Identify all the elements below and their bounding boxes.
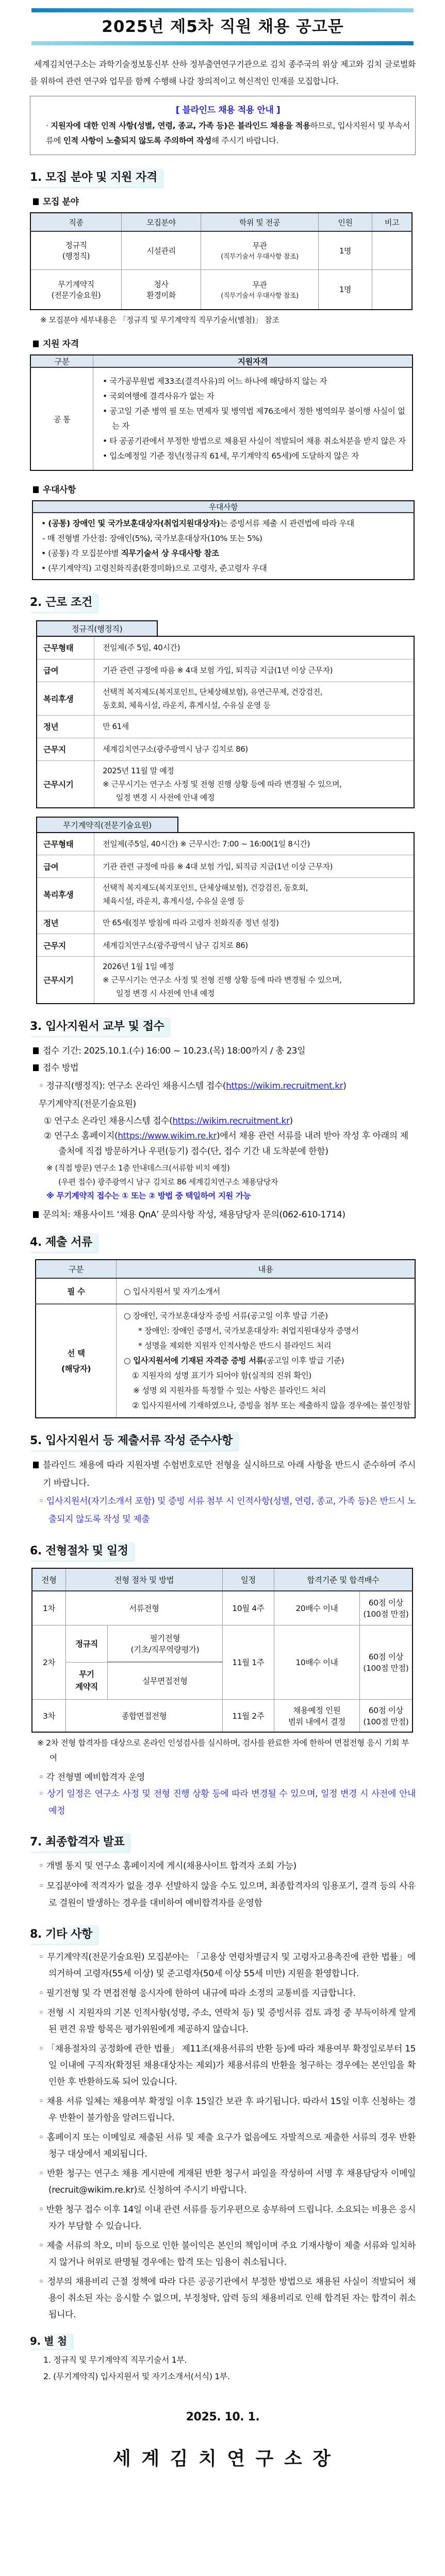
- regular-label: 정규직: [66, 1625, 108, 1662]
- choice-note: ※ 무기계약직 접수는 ① 또는 ② 방법 중 택일하여 지원 가능: [46, 1191, 251, 1200]
- item-text: 제출 서류의 착오, 미비 등으로 인한 불이익은 본인의 책임이며 주요 기재사항이 제출 서류와 일치하지 않거나 허위로 판명될 경우에는 합격 또는 임용이 취소됩니다.: [46, 2241, 416, 2267]
- table-row: [32, 1625, 413, 1662]
- item-text: 필기전형 및 각 면접전형 응시자에 한하여 내규에 따라 소정의 교통비를 지급합니다.: [46, 1988, 356, 1998]
- preference-subheading: [33, 482, 416, 495]
- row-value: [94, 760, 415, 808]
- table-row: [37, 855, 414, 878]
- cell-type: [30, 269, 122, 310]
- stage: 1차: [32, 1591, 66, 1625]
- score-sub: (100점 만점): [363, 1717, 409, 1726]
- section-9-heading: 9. 별 첨: [30, 2333, 72, 2349]
- documents-table: [35, 1259, 416, 1418]
- tab-regular: 정규직(행정직): [36, 620, 158, 636]
- selection-note: ※ 2차 전형 합격자를 대상으로 온라인 인성검사를 실시하며, 검사를 완료한 자에 한하여 면접전형 응시 기회 부여: [37, 1738, 409, 1762]
- cell-type: [30, 231, 122, 269]
- value-line: 선택적 복지제도(복지포인트, 단체상해보험), 유연근무제, 건강검진,: [103, 687, 323, 697]
- row-label: 근무시기: [37, 760, 94, 808]
- item-text: 채용 서류 일체는 채용여부 확정일 이후 15일간 보관 후 파기됩니다. 따라서 15일 이후 신청하는 경우 반환이 불가함을 알려드립니다.: [46, 2096, 416, 2123]
- th-qualification: 지원자격: [93, 355, 413, 367]
- regular-method-text: 정규직(행정직): 연구소 온라인 채용시스템 접수(: [46, 1081, 226, 1091]
- recruit-subheading: [33, 194, 416, 207]
- table-row: [37, 957, 414, 1004]
- title-bar-top: [31, 8, 414, 12]
- section-2-heading: 2. 근로 조건: [30, 594, 97, 612]
- degree-note: (직무기술서 우대사항 참조): [221, 292, 299, 300]
- table-row: [30, 269, 412, 310]
- row-label: 복리후생: [37, 878, 94, 911]
- date: 11월 1주: [222, 1625, 274, 1699]
- required-item: ○ 입사지원서 및 자기소개서: [117, 1278, 416, 1304]
- option-1-text: ① 연구소 온라인 채용시스템 접수(: [44, 1116, 173, 1126]
- th-content: 내용: [117, 1260, 416, 1278]
- attachment-item: 2. (무기계약직) 입사지원서 및 자기소개서(서식) 1부.: [43, 2371, 230, 2381]
- qualification-subheading: [33, 336, 416, 349]
- list-subitem: ① 지원자의 성명 표기가 되어야 함(실적의 진위 확인): [132, 1371, 311, 1380]
- preference-subheading-label: 우대사항: [43, 485, 76, 495]
- item-bold: ○ 입사지원서에 기재된 자격증 증빙 서류: [124, 1356, 264, 1365]
- attachments-list: [43, 2352, 416, 2385]
- required-label: 필 수: [36, 1278, 117, 1304]
- recruit-system-link[interactable]: https://wikim.recruitment.kr: [226, 1081, 343, 1091]
- value-line: 2025년 11월 말 예정: [103, 766, 174, 775]
- th-category: 구분: [36, 1260, 117, 1278]
- item-text: (공고일 이후 발급 기준): [263, 1356, 344, 1365]
- item-text: 전형 시 지원자의 기본 인적사항(성명, 주소, 연락처 등) 및 증빙서류 검토 과정 중 부득이하게 알게 된 편견 유발 항목은 평가위원에게 제공하지 않습니다.: [47, 2008, 416, 2035]
- row-value: [94, 878, 415, 911]
- issuer-signature: 세 계 김 치 연 구 소 장: [113, 2448, 333, 2469]
- blind-notice-text: · 지원자에 대한 인적 사항(성별, 연령, 종교, 가족 등)은 블라인드 채용을 적용하므로, 입사지원서 및 부속서류에 인적 사항이 노출되지 않도록 주의하여 작성해 주시기 바랍니다.: [46, 121, 410, 145]
- list-item: ○ 장애인, 국가보훈대상자 증빙 서류(공고일 이후 발급 기준): [124, 1311, 328, 1320]
- th-preference: 우대사항: [32, 501, 414, 513]
- item-text: 무기계약직(전문기술요원) 모집분야는 「고용상 연령차별금지 및 고령자고용촉진에 관한 법률」에 의거하여 고령자(55세 이상) 및 준고령자(50세 이상 55세 미만) 지원을 환영합니다.: [47, 1952, 416, 1979]
- value-line: 일정 변경 시 사전에 안내 예정: [116, 989, 215, 998]
- period-text: 접수 기간: 2025.10.1.(수) 16:00 ~ 10.23.(목) 18:00까지 / 총 23일: [43, 1046, 306, 1056]
- item-text: 개별 통지 및 연구소 홈페이지에 게시(채용사이트 합격자 조회 가능): [46, 1861, 296, 1871]
- blind-notice-box: [30, 96, 416, 155]
- row-label: 근무형태: [37, 833, 94, 855]
- row-value: [94, 682, 415, 715]
- row-value: 만 65세(정부 방침에 따라 고령자 친화직종 정년 설정): [94, 911, 415, 934]
- value-line: 2026년 1월 1일 예정: [103, 962, 174, 971]
- label: 선 택: [67, 1348, 85, 1358]
- row-label: 근무형태: [37, 636, 94, 659]
- row-value: 만 61세: [94, 715, 415, 738]
- label-sub: (해당자): [61, 1364, 91, 1374]
- list-subitem: ② 입사지원서에 기재하였으나, 증빙을 첨부 또는 제출하지 않을 경우에는 불인정함: [132, 1401, 410, 1410]
- list-subitem: - 매 전형별 가산점: 장애인(5%), 국가보훈대상자(10% 또는 5%): [42, 534, 262, 543]
- cell-count: 1명: [319, 269, 372, 310]
- list-item: • 공고일 기준 병역 필 또는 면제자 및 병역법 제76조에서 정한 병역의무 불이행 사실이 없는 자: [103, 406, 405, 431]
- qualification-subheading-label: 지원 자격: [43, 339, 79, 349]
- list-item: [124, 1353, 411, 1368]
- cell-field: [122, 269, 201, 310]
- preference-table: [32, 500, 415, 580]
- th-remark: 비고: [372, 213, 413, 231]
- type: 무기계약직: [58, 279, 94, 289]
- attachment-item: 1. 정규직 및 무기계약직 직무기술서 1부.: [43, 2355, 187, 2365]
- item-text: 모집분야에 적격자가 없을 경우 선발하지 않을 수도 있으며, 최종합격자의 임용포기, 결격 등의 사유로 결원이 발생하는 경우를 대비하여 예비합격자를 운영함: [46, 1881, 416, 1908]
- selection-table: [31, 1568, 413, 1733]
- cell-field: 시설관리: [122, 231, 201, 269]
- th-field: 모집분야: [122, 213, 201, 231]
- item-bold: 직무기술서 상 우대사항 참조: [121, 549, 219, 558]
- item-text: (공통) 각 모집분야별: [48, 549, 121, 558]
- title-bar-bottom: [31, 41, 414, 45]
- schedule-change-note: ◦ 상기 일정은 연구소 사정 및 전형 진행 상황 등에 따라 변경될 수 있으며, 일정 변경 시 사전에 안내 예정: [39, 1789, 416, 1816]
- blind-bold-1: 지원자에 대한 인적 사항(성별, 연령, 종교, 가족 등)은 블라인드 채용을 적용: [51, 121, 310, 130]
- row-label: 근무시기: [37, 957, 94, 1004]
- page-title: 2025년 제5차 직원 채용 공고문: [102, 18, 344, 36]
- cell-category: 공 통: [30, 367, 93, 470]
- tab-indefinite: 무기계약직(전문기술요원): [36, 817, 178, 832]
- label-line: 무기: [79, 1670, 94, 1679]
- value-line: 선택적 복지제도(복지포인트, 단체상해보험), 건강검진, 동호회,: [103, 883, 308, 892]
- list-item: • 국가공무원법 제33조(결격사유)의 어느 하나에 해당하지 않는 자: [103, 377, 327, 386]
- item-text: 정부의 채용비리 근절 정책에 따라 다른 공공기관에서 부정한 방법으로 채용된 사실이 적발되어 채용이 취소된 자는 응시할 수 없으며, 부정청탁, 압력 등의 채용비리로 인해 합격된 자는 합격이 취소됩니다.: [47, 2277, 416, 2320]
- item-text: 입소예정일 기준 정년(정규직 61세, 무기계약직 65세)에 도달하지 않은 자: [109, 451, 359, 461]
- optional-label: [36, 1304, 117, 1418]
- row-label: 근무지: [37, 738, 94, 760]
- table-row: [37, 911, 414, 934]
- list-item: ◦ 무기계약직(전문기술요원) 모집분야는 「고용상 연령차별금지 및 고령자고용촉진에 관한 법률」에 의거하여 고령자(55세 이상) 및 준고령자(50세 이상 55세 미만) 지원을 환영합니다.: [39, 1952, 416, 1979]
- list-item: • 국외여행에 결격사유가 없는 자: [103, 392, 215, 401]
- type-sub: (전문기술요원): [51, 290, 101, 300]
- stage: 2차: [32, 1625, 66, 1699]
- regular-conditions-table: [36, 636, 415, 808]
- method: 서류전형: [66, 1591, 223, 1625]
- th-type: 직종: [30, 213, 122, 231]
- list-subitem: * 장애인: 장애인 증명서, 국가보훈대상자: 취업지원대상자 증명서: [138, 1326, 359, 1335]
- row-label: 근무지: [37, 934, 94, 957]
- degree: 무관: [252, 280, 267, 290]
- qualification-list: [93, 367, 413, 470]
- table-row: [37, 934, 414, 957]
- date: 11월 2주: [222, 1699, 274, 1732]
- row-value: 기관 관련 규정에 따름 ※ 4대 보험 가입, 퇴직금 지급(1년 이상 근무자): [94, 659, 415, 682]
- option-1: ① 연구소 온라인 채용시스템 접수(https://wikim.recruitment.kr): [44, 1116, 293, 1126]
- list-item: • (무기계약직) 고령친화직종(환경미화)으로 고령자, 준고령자 우대: [41, 564, 267, 573]
- score-sub: (100점 만점): [363, 1664, 409, 1673]
- indefinite-conditions-table: [36, 832, 415, 1005]
- multiple: 20배수 이내: [274, 1591, 359, 1625]
- th-stage: 전형: [32, 1568, 66, 1591]
- table-row: [37, 682, 414, 715]
- method-value: 필기전형: [150, 1633, 180, 1643]
- schedule-change-text: 상기 일정은 연구소 사정 및 전형 진행 상황 등에 따라 변경될 수 있으며, 일정 변경 시 사전에 안내 예정: [47, 1789, 416, 1816]
- row-label: 정년: [37, 911, 94, 934]
- row-label: 급여: [37, 855, 94, 878]
- degree-note: (직무기술서 우대사항 참조): [221, 253, 299, 261]
- section-8-heading: 8. 기타 사항: [30, 1925, 97, 1944]
- square-bullet-icon: [33, 198, 39, 205]
- value-line: ※ 근무시기는 연구소 사정 및 전형 진행 상황 등에 따라 변경될 수 있으며,: [103, 975, 342, 985]
- method: 종합면접전형: [66, 1699, 223, 1732]
- recruit-system-link[interactable]: https://wikim.recruitment.kr: [172, 1116, 290, 1126]
- qualification-table: [30, 354, 413, 471]
- list-item: • (공통) 장애인 및 국가보훈대상자(취업지원대상자)는 증빙서류 제출 시 관련법에 따라 우대: [41, 519, 354, 528]
- multiple: [274, 1699, 359, 1732]
- list-item: ◦ 채용 서류 일체는 채용여부 확정일 이후 15일간 보관 후 파기됩니다. 따라서 15일 이후 신청하는 경우 반환이 불가함을 알려드립니다.: [39, 2096, 416, 2123]
- blind-notice-heading: [ 블라인드 채용 적용 안내 ]: [175, 105, 281, 115]
- table-row: [32, 1591, 413, 1625]
- list-item: ◦ 정부의 채용비리 근절 정책에 따라 다른 공공기관에서 부정한 방법으로 채용된 사실이 적발되어 채용이 취소된 자는 응시할 수 없으며, 부정청탁, 압력 등의 채용비리로 인해 합격된 자는 합격이 취소됩니다.: [39, 2277, 416, 2320]
- list-subitem: ※ 성명 외 지원자를 특정할 수 있는 사항은 블라인드 처리: [133, 1386, 326, 1395]
- section-5-text-body: 블라인드 채용에 따라 지원자별 수험번호로만 전형을 실시하므로 아래 사항을 반드시 준수하여 주시기 바랍니다.: [43, 1460, 416, 1488]
- value-line: 체육시설, 라운지, 휴게시설, 수유실 운영 등: [103, 896, 244, 906]
- list-subitem: * 성명을 제외한 지원자 인적사항은 반드시 블라인드 처리: [138, 1341, 332, 1350]
- option-2-text-rest: )에서 채용 관련 서류를 내려 받아 작성 후 아래의 제출처에 직접 방문하거나 우편(등기) 접수(단, 접수 기간 내 도착분에 한함): [58, 1131, 408, 1157]
- row-label: 복리후생: [37, 682, 94, 715]
- intro-paragraph: 세계김치연구소는 과학기술정보통신부 산하 정부출연연구기관으로 김치 종주국의 위상 제고와 김치 글로벌화를 위하여 관련 연구와 업무를 함께 수행해 나갈 창의적이고 혁신적인 인재를 모집합니다.: [30, 59, 416, 86]
- indefinite-method: 무기계약직(전문기술요원): [39, 1099, 136, 1109]
- section-8-list-b: [39, 2041, 416, 2323]
- score: [359, 1699, 413, 1732]
- date: 10월 4주: [222, 1591, 274, 1625]
- table-row: [37, 715, 414, 738]
- th-date: 일정: [222, 1568, 274, 1591]
- list-item: ◦ 반환 청구 접수 이후 14일 이내 관련 서류를 등기우편으로 송부하여 드립니다. 소요되는 비용은 응시자가 부담할 수 있습니다.: [39, 2205, 416, 2231]
- multiple: 10배수 이내: [274, 1625, 359, 1699]
- indefinite-label: [66, 1662, 108, 1699]
- reserve-note: ◦ 각 전형별 예비합격자 운영: [39, 1772, 145, 1783]
- square-bullet-icon: [33, 486, 39, 493]
- optional-list: [117, 1304, 416, 1418]
- cell-degree: [201, 231, 319, 269]
- regular-method: ◦ 정규직(행정직): 연구소 온라인 채용시스템 접수(https://wikim.recruitment.kr): [39, 1081, 347, 1091]
- item-text: 공고일 기준 병역 필 또는 면제자 및 병역법 제76조에서 정한 병역의무 불이행 사실이 없는 자: [109, 406, 405, 431]
- section-5-heading: 5. 입사지원서 등 제출서류 작성 준수사항: [30, 1432, 238, 1450]
- table-row: [37, 636, 414, 659]
- cell-degree: [201, 269, 319, 310]
- th-category: 구분: [30, 355, 93, 367]
- method-text: 접수 방법: [43, 1063, 79, 1073]
- square-bullet-icon: [33, 341, 39, 347]
- option-2-text: ② 연구소 홈페이지(: [44, 1131, 118, 1141]
- list-item: ◦ 홈페이지 또는 이메일로 제출된 서류 및 제출 요구가 없음에도 자발적으로 제출한 서류의 경우 반환 청구 대상에서 제외됩니다.: [39, 2132, 416, 2159]
- stage: 3차: [32, 1699, 66, 1732]
- visit-note: ※ (직접 방문) 연구소 1층 안내데스크(서류함 비치 예정): [46, 1163, 230, 1173]
- table-row: [37, 833, 414, 855]
- square-bullet-icon: [33, 1047, 39, 1054]
- row-value: 기관 관련 규정에 따름 ※ 4대 보험 가입, 퇴직금 지급(1년 이상 근무자): [94, 855, 415, 878]
- row-value: 전일제(주 5일, 40시간): [94, 636, 415, 659]
- mail-note: (우편 접수) 광주광역시 남구 김치로 86 세계김치연구소 채용담당자: [58, 1177, 278, 1187]
- blind-bold-3: 인적 사항이 노출되지 않도록 주의하여 작성: [63, 136, 211, 145]
- list-item: ◦ 전형 시 지원자의 기본 인적사항(성명, 주소, 연락처 등) 및 증빙서류 검토 과정 중 부득이하게 알게 된 편견 유발 항목은 평가위원에게 제공하지 않습니다.: [39, 2008, 416, 2035]
- row-value: 세계김치연구소(광주광역시 남구 김치로 86): [94, 934, 415, 957]
- cell-count: 1명: [319, 231, 372, 269]
- contact-text: 문의처: 채용사이트 ‘채용 QnA’ 문의사항 작성, 채용담당자 문의(062-610-1714): [43, 1210, 345, 1220]
- th-criteria: 합격기준 및 합격배수: [274, 1568, 413, 1591]
- row-label: 급여: [37, 659, 94, 682]
- table-row: [37, 738, 414, 760]
- blind-text-4: 해 주시기 바랍니다.: [211, 136, 279, 145]
- value-line: 동호회, 체육시설, 라운지, 휴게시설, 수유실 운영 등: [103, 700, 271, 710]
- option-2: [44, 1128, 416, 1159]
- preference-list: [32, 513, 414, 580]
- multiple-value: 채용예정 인원: [293, 1705, 341, 1715]
- indefinite-method: 실무면접전형: [108, 1662, 223, 1699]
- cell-remark: [372, 269, 413, 310]
- table-row: [36, 1278, 415, 1304]
- section-7-heading: 7. 최종합격자 발표: [30, 1833, 129, 1852]
- item-text: 국외여행에 결격사유가 없는 자: [109, 392, 215, 401]
- score-value: 60점 이상: [368, 1652, 403, 1662]
- item-text: 반환 청구는 연구소 채용 게시판에 게재된 반환 청구서 파일을 작성하여 서명 후 채용담당자 이메일(recruit@wikim.re.kr)로 신청하여 주시기 바랍니다.: [47, 2168, 416, 2195]
- section-5-blue-note: ◦ 입사지원서(자기소개서 포함) 및 증빙 서류 첨부 시 인적사항(성별, 연령, 종교, 가족 등)은 반드시 노출되지 않도록 작성 및 제출: [39, 1496, 416, 1524]
- item-text: 「채용절차의 공정화에 관한 법률」 제11조(채용서류의 반환 등)에 따라 채용여부 확정일로부터 15일 이내에 구직자(확정된 채용대상자는 제외)가 채용서류의 반환을 청구하는 경우에는 본인임을 확인한 후 반환하도록 되어 있습니다.: [46, 2044, 416, 2087]
- score-value: 60점 이상: [368, 1598, 403, 1608]
- item-text: 는 증빙서류 제출 시 관련법에 따라 우대: [220, 519, 354, 528]
- item-text: 타 공공기관에서 부정한 방법으로 채용된 사실이 적발되어 채용 취소처분을 받지 않은 자: [109, 436, 406, 446]
- score-sub: (100점 만점): [363, 1609, 409, 1619]
- homepage-link[interactable]: https://www.wikim.re.kr: [118, 1131, 217, 1141]
- list-item: ◦ 반환 청구는 연구소 채용 게시판에 게재된 반환 청구서 파일을 작성하여 서명 후 채용담당자 이메일(recruit@wikim.re.kr)로 신청하여 주시기 바랍니다.: [39, 2168, 416, 2195]
- recruit-table: [30, 212, 413, 310]
- type: 정규직: [65, 241, 87, 250]
- cell-remark: [372, 231, 413, 269]
- table-row: [30, 231, 412, 269]
- section-7-list: [39, 1858, 416, 1912]
- section-4-heading: 4. 제출 서류: [30, 1233, 97, 1252]
- square-bullet-icon: [33, 1064, 39, 1071]
- item-text: 홈페이지 또는 이메일로 제출된 서류 및 제출 요구가 없음에도 자발적으로 제출한 서류의 경우 반환 청구 대상에서 제외됩니다.: [47, 2132, 416, 2159]
- list-item: • 입소예정일 기준 정년(정규직 61세, 무기계약직 65세)에 도달하지 않은 자: [103, 451, 359, 461]
- list-item: • (공통) 각 모집분야별 직무기술서 상 우대사항 참조: [41, 549, 219, 558]
- application-period: [33, 1043, 416, 1056]
- field: 청사: [154, 279, 169, 289]
- score-value: 60점 이상: [368, 1705, 403, 1715]
- item-text: (무기계약직) 고령친화직종(환경미화)으로 고령자, 준고령자 우대: [48, 564, 267, 573]
- square-bullet-icon: [33, 1462, 39, 1468]
- field-sub: 환경미화: [146, 290, 176, 300]
- degree: 무관: [252, 241, 267, 251]
- blue-note-text: 입사지원서(자기소개서 포함) 및 증빙 서류 첨부 시 인적사항(성별, 연령, 종교, 가족 등)은 반드시 노출되지 않도록 작성 및 제출: [46, 1496, 416, 1524]
- section-1-heading: 1. 모집 분야 및 지원 자격: [30, 168, 162, 187]
- section-3-heading: 3. 입사지원서 교부 및 접수: [30, 1018, 169, 1036]
- section-8-list-a: [39, 1949, 416, 2038]
- th-method: 전형 절차 및 방법: [66, 1568, 223, 1591]
- type-sub: (행정직): [62, 251, 90, 261]
- row-value: [94, 957, 415, 1004]
- table-row: [36, 1304, 415, 1418]
- blind-text-2: 하므로, 입사지원서 및 부속서류에: [46, 121, 410, 145]
- announcement-date: 2025. 10. 1.: [186, 2411, 260, 2424]
- value-line: ※ 근무시기는 연구소 사정 및 전형 진행 상황 등에 따라 변경될 수 있으며,: [103, 779, 342, 789]
- application-method: [33, 1060, 416, 1073]
- list-item: ◦ 「채용절차의 공정화에 관한 법률」 제11조(채용서류의 반환 등)에 따라 채용여부 확정일로부터 15일 이내에 구직자(확정된 채용대상자는 제외)가 채용서류의 반환을 청구하는 경우에는 본인임을 확인한 후 반환하도록 되어 있습니다.: [39, 2044, 416, 2087]
- score: [359, 1591, 413, 1625]
- list-item: ◦ 제출 서류의 착오, 미비 등으로 인한 불이익은 본인의 책임이며 주요 기재사항이 제출 서류와 일치하지 않거나 허위로 판명될 경우에는 합격 또는 임용이 취소됩니다.: [39, 2241, 416, 2267]
- square-bullet-icon: [33, 1211, 39, 1218]
- item-text: 국가공무원법 제33조(결격사유)의 어느 하나에 해당하지 않는 자: [109, 377, 327, 386]
- th-count: 인원: [319, 213, 372, 231]
- list-item: ◦ 개별 통지 및 연구소 홈페이지에 게시(채용사이트 합격자 조회 가능): [39, 1861, 296, 1871]
- reserve-text: 각 전형별 예비합격자 운영: [46, 1772, 145, 1783]
- list-item: ◦ 모집분야에 적격자가 없을 경우 선발하지 않을 수도 있으며, 최종합격자의 임용포기, 결격 등의 사유로 결원이 발생하는 경우를 대비하여 예비합격자를 운영함: [39, 1881, 416, 1908]
- row-value: 전일제(주5일, 40시간) ※ 근무시간: 7:00 ~ 16:00(1일 8시간): [94, 833, 415, 855]
- recruit-subheading-label: 모집 분야: [43, 197, 79, 207]
- table-row: [37, 878, 414, 911]
- method-sub: (기초/직무역량평가): [130, 1645, 200, 1654]
- row-label: 정년: [37, 715, 94, 738]
- table-row: [37, 760, 414, 808]
- section-5-text: [33, 1456, 416, 1493]
- table-row: [37, 659, 414, 682]
- list-item: ◦ 필기전형 및 각 면접전형 응시자에 한하여 내규에 따라 소정의 교통비를 지급합니다.: [39, 1988, 356, 1998]
- regular-method: [108, 1625, 223, 1662]
- multiple-sub: 범위 내에서 결정: [288, 1717, 345, 1726]
- contact-info: [33, 1207, 416, 1220]
- recruit-note: ※ 모집분야 세부내용은 「정규직 및 무기계약직 직무기술서(별첨)」 참조: [40, 315, 279, 325]
- label-line: 계약직: [75, 1682, 98, 1691]
- item-text: 반환 청구 접수 이후 14일 이내 관련 서류를 등기우편으로 송부하여 드립니다. 소요되는 비용은 응시자가 부담할 수 있습니다.: [46, 2205, 416, 2231]
- value-line: 일정 변경 시 사전에 안내 예정: [116, 792, 215, 802]
- section-6-heading: 6. 전형절차 및 일정: [30, 1542, 134, 1561]
- row-value: 세계김치연구소(광주광역시 남구 김치로 86): [94, 738, 415, 760]
- th-degree: 학위 및 전공: [201, 213, 319, 231]
- table-row: [32, 1699, 413, 1732]
- list-item: • 타 공공기관에서 부정한 방법으로 채용된 사실이 적발되어 채용 취소처분을 받지 않은 자: [103, 436, 406, 446]
- item-bold: (공통) 장애인 및 국가보훈대상자(취업지원대상자): [48, 519, 220, 528]
- score: [359, 1625, 413, 1699]
